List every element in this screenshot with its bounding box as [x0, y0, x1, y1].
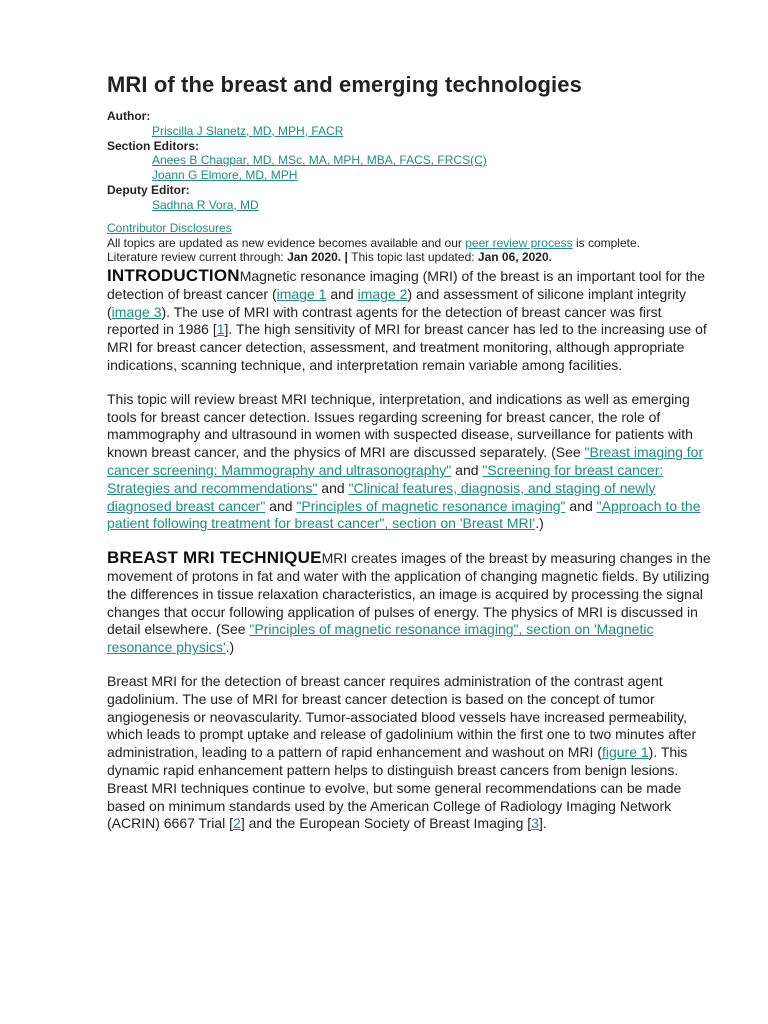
contributor-disclosures-link[interactable]: Contributor Disclosures [107, 221, 232, 235]
author-label: Author: [107, 109, 151, 123]
topic-link-mri-principles[interactable]: "Principles of magnetic resonance imaging" [296, 497, 566, 514]
deputy-editor-label: Deputy Editor: [107, 182, 190, 197]
image-1-link[interactable]: image 1 [276, 285, 327, 302]
disclosure-block [107, 221, 707, 265]
image-3-link[interactable]: image 3 [111, 303, 162, 320]
reference-1-link[interactable]: 1 [216, 321, 225, 338]
author-info [107, 109, 707, 213]
topic-link-screening[interactable]: "Screening for breast cancer: Strategies and recommendations" [107, 461, 664, 496]
deputy-editor-link[interactable]: Sadhna R Vora, MD [152, 197, 259, 212]
article-body [107, 267, 714, 849]
section-editor-link-1[interactable]: Anees B Chagpar, MD, MSc, MA, MPH, MBA, FACS, FRCS(C) [152, 153, 487, 168]
topic-link-breast-imaging[interactable]: "Breast imaging for cancer screening: Mammography and ultrasonography" [107, 444, 704, 478]
review-dates: Literature review current through: Jan 2020. | This topic last updated: Jan 06, 2020. [107, 250, 552, 265]
reference-3-link[interactable]: 3 [531, 815, 539, 832]
peer-review-link[interactable]: peer review process [465, 235, 573, 250]
update-notice: All topics are updated as new evidence becomes available and our peer review process is complete. [107, 235, 640, 250]
section-editor-link-2[interactable]: Joann G Elmore, MD, MPH [152, 168, 298, 183]
contrast-paragraph: Breast MRI for the detection of breast cancer requires administration of the contrast agent gadolinium. The use of MRI for breast cancer detection is based on the concept of tumor angiogenesis or neovascularity. Tumor-associated blood vessels have increased permeability, which leads to prompt uptake and release of gadolinium within the first one to two minutes after administration, leading to a pattern of rapid enhancement and washout on MRI (figure 1). This dynamic rapid enhancement pattern helps to distinguish breast cancers from benign lesions. Breast MRI techniques continue to evolve, but some general recommendations can be made based on minimum standards used by the American College of Radiology Imaging Network (ACRIN) 6667 Trial [2] and the European Society of Breast Imaging [3]. [107, 672, 697, 832]
author-link[interactable]: Priscilla J Slanetz, MD, MPH, FACR [152, 123, 344, 138]
topic-link-mri-physics[interactable]: "Principles of magnetic resonance imaging", section on 'Magnetic resonance physics' [107, 621, 654, 656]
section-editors-label: Section Editors: [107, 138, 200, 153]
intro-paragraph: INTRODUCTIONMagnetic resonance imaging (MRI) of the breast is an important tool for the detection of breast cancer (image 1 and image 2) and assessment of silicone implant integrity (image 3). The use of MRI with contrast agents for the detection of breast cancer was first reported in 1986 [1]. The high sensitivity of MRI for breast cancer has led to the increasing use of MRI for breast cancer detection, assessment, and treatment monitoring, although appropriate indications, scanning technique, and interpretation remain variable among facilities. [107, 266, 707, 373]
topic-link-clinical-features[interactable]: "Clinical features, diagnosis, and staging of newly diagnosed breast cancer" [107, 479, 656, 514]
reference-2-link[interactable]: 2 [233, 815, 241, 832]
topic-link-post-treatment[interactable]: "Approach to the patient following treatment for breast cancer", section on 'Breast MRI' [107, 497, 701, 532]
overview-paragraph: This topic will review breast MRI technique, interpretation, and indications as well as emerging tools for breast cancer detection. Issues regarding screening for breast cancer, the role of mammography and ultrasound in women with suspected disease, surveillance for patients with known breast cancer, and the physics of MRI are discussed separately. (See "Breast imaging for cancer screening: Mammography and ultrasonography" and "Screening for breast cancer: Strategies and recommendations" and "Clinical features, diagnosis, and staging of newly diagnosed breast cancer" and "Principles of magnetic resonance imaging" and "Approach to the patient following treatment for breast cancer", section on 'Breast MRI'.) [107, 390, 704, 532]
lit-review-date: Jan 2020. [287, 250, 342, 265]
article-title: MRI of the breast and emerging technologies [107, 72, 582, 97]
last-updated-date: Jan 06, 2020. [477, 250, 552, 265]
figure-1-link[interactable]: figure 1 [601, 744, 649, 761]
introduction-heading: INTRODUCTION [107, 266, 240, 285]
technique-paragraph: BREAST MRI TECHNIQUEMRI creates images of the breast by measuring changes in the movement of protons in fat and water with the application of changing magnetic fields. By utilizing the differences in tissue relaxation characteristics, an image is acquired by processing the signal changes that occur following application of pulses of energy. The physics of MRI is discussed in detail elsewhere. (See "Principles of magnetic resonance imaging", section on 'Magnetic resonance physics'.) [107, 548, 711, 656]
image-2-link[interactable]: image 2 [357, 285, 408, 302]
technique-heading: BREAST MRI TECHNIQUE [107, 548, 322, 568]
